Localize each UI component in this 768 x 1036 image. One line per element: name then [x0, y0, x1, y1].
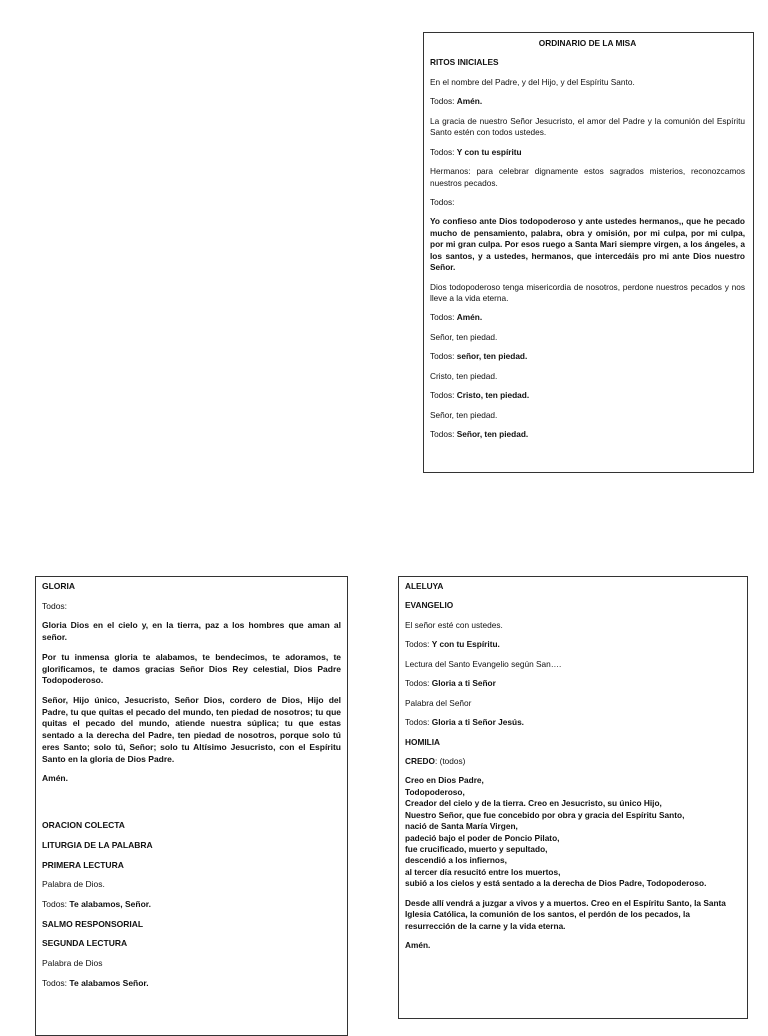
- response-gloria-jesus: [405, 717, 739, 728]
- credo-line: Creador del cielo y de la tierra. Creo en Jesucristo, su único Hijo,: [405, 798, 662, 809]
- response-gloria-a-ti: [405, 678, 739, 689]
- palabra-de-dios-2: Palabra de Dios: [42, 958, 103, 969]
- christe-response: [430, 390, 745, 401]
- todos-label: Todos:: [42, 977, 68, 988]
- credo-line: descendió a los infiernos,: [405, 855, 507, 866]
- response-espiritu: [405, 639, 739, 650]
- todos-label: Todos:: [405, 639, 430, 650]
- credo-line: al tercer día resucitó entre los muertos,: [405, 866, 561, 877]
- sign-of-cross-text: En el nombre del Padre, y del Hijo, y del Espíritu Santo.: [430, 76, 635, 87]
- todos-label-line: Todos:: [430, 196, 455, 207]
- ordinario-title: ORDINARIO DE LA MISA: [538, 38, 637, 48]
- gloria-text-2: Por tu inmensa gloria te alabamos, te bendecimos, te adoramos, te glorificamos, te damos gracias Señor Dios Rey celestial, Dios Padre Todopoderoso.: [42, 651, 341, 686]
- gloria-card: [35, 576, 348, 1036]
- confiteor-text: Yo confieso ante Dios todopoderoso y ante ustedes hermanos,, que he pecado mucho de pensamiento, palabra, obra y omisión, por mi culpa, por mi culpa, por mi gran culpa. Por esos ruego a Santa Mari siempre virgen, a los ángeles, a los santos, y a ustedes, hermanos, que intercedáis pro mi ante Dios nuestro Señor.: [430, 216, 745, 273]
- todos-label: Todos:: [405, 717, 430, 728]
- todos-label-line: Todos:: [42, 600, 68, 611]
- response-amen: [430, 96, 745, 107]
- todos-label: Todos:: [430, 351, 455, 362]
- primera-lectura-heading: PRIMERA LECTURA: [42, 859, 124, 870]
- palabra-de-dios-1: Palabra de Dios.: [42, 879, 105, 890]
- spacer: [42, 793, 341, 820]
- response-text: Amén.: [456, 312, 483, 323]
- palabra-del-senor: Palabra del Señor: [405, 697, 472, 708]
- evangelio-heading: EVANGELIO: [405, 600, 454, 611]
- kyrie-2-response: [430, 429, 745, 440]
- credo-note: : (todos): [434, 755, 466, 766]
- todos-label: Todos:: [405, 678, 430, 689]
- salmo-heading: SALMO RESPONSORIAL: [42, 918, 144, 929]
- response-text: Gloria a ti Señor Jesús.: [431, 717, 524, 728]
- todos-label: Todos:: [430, 96, 455, 107]
- ritos-iniciales-heading: RITOS INICIALES: [430, 57, 499, 68]
- credo-end-text: Desde allí vendrá a juzgar a vivos y a muertos. Creo en el Espíritu Santo, la Santa Iglesia Católica, la comunión de los santos, el perdón de los pecados, la resurrección de la carne y la vida eterna.: [405, 897, 726, 931]
- gloria-amen: Amén.: [42, 773, 68, 784]
- kyrie-2: Señor, ten piedad.: [430, 409, 498, 420]
- credo-line: Todopoderoso,: [405, 786, 465, 797]
- penitential-intro-text: Hermanos: para celebrar dignamente estos sagrados misterios, reconozcamos nuestros pecados.: [430, 166, 745, 188]
- response-amen-2: [430, 312, 745, 323]
- gloria-text-1: Gloria Dios en el cielo y, en la tierra, paz a los hombres que aman al señor.: [42, 620, 341, 643]
- credo-line: padeció bajo el poder de Poncio Pilato,: [405, 832, 560, 843]
- response-alabamos-2: [42, 978, 341, 990]
- response-text: Cristo, ten piedad.: [456, 390, 530, 401]
- homilia-heading: HOMILIA: [405, 736, 441, 747]
- response-text: Y con tu Espíritu.: [431, 639, 500, 650]
- todos-label: Todos:: [430, 390, 455, 401]
- segunda-lectura-heading: SEGUNDA LECTURA: [42, 938, 128, 949]
- oracion-colecta-heading: ORACION COLECTA: [42, 820, 125, 831]
- credo-text: [405, 775, 739, 889]
- response-text: Te alabamos Señor.: [69, 977, 149, 988]
- kyrie-1-response: [430, 351, 745, 362]
- aleluya-card: [398, 576, 748, 1019]
- todos-label: Todos:: [430, 146, 455, 157]
- response-text: Amén.: [456, 96, 483, 107]
- credo-line: subió a los cielos y está sentado a la derecha de Dios Padre, Todopoderoso.: [405, 878, 707, 889]
- credo-line: fue crucificado, muerto y sepultado,: [405, 844, 548, 854]
- absolution-text: Dios todopoderoso tenga misericordia de nosotros, perdone nuestros pecados y nos lleve a la vida eterna.: [430, 281, 745, 303]
- response-text: Gloria a ti Señor: [431, 678, 496, 689]
- credo-line: Nuestro Señor, que fue concebido por obra y gracia del Espíritu Santo,: [405, 809, 685, 820]
- response-text: Señor, ten piedad.: [456, 429, 529, 440]
- response-text: Y con tu espíritu: [456, 146, 522, 157]
- credo-line: nació de Santa María Virgen,: [405, 821, 518, 832]
- aleluya-heading: ALELUYA: [405, 581, 444, 591]
- credo-heading: [405, 756, 739, 767]
- greeting-text: La gracia de nuestro Señor Jesucristo, el amor del Padre y la comunión del Espíritu Santo estén con todos ustedes.: [430, 115, 745, 138]
- gloria-text-3: Señor, Hijo único, Jesucristo, Señor Dios, cordero de Dios, Hijo del Padre, tu que quitas el pecado del mundo, ten piedad de nosotros; tu que quitas el pecado del mundo, atiende nuestra súplica; tu que estas sentado a la derecha del Padre, ten piedad de nosotros, porque solo tú eres Santo; solo tú, Señor; solo tu Altísimo Jesucristo, con el Espíritu Santo en la gloria de Dios Padre.: [42, 695, 341, 764]
- gospel-announcement: Lectura del Santo Evangelio según San….: [405, 658, 562, 669]
- credo-line: Creo en Dios Padre,: [405, 775, 484, 786]
- gloria-heading: GLORIA: [42, 581, 76, 591]
- response-text: Te alabamos, Señor.: [69, 898, 151, 909]
- credo-amen: Amén.: [405, 940, 431, 951]
- todos-label: Todos:: [42, 898, 68, 909]
- response-text: señor, ten piedad.: [456, 351, 528, 362]
- liturgia-heading: LITURGIA DE LA PALABRA: [42, 839, 153, 850]
- todos-label: Todos:: [430, 312, 455, 323]
- greeting-text: El señor esté con ustedes.: [405, 619, 503, 630]
- response-alabamos-1: [42, 899, 341, 911]
- credo-label: CREDO: [405, 755, 435, 766]
- kyrie-1: Señor, ten piedad.: [430, 331, 498, 342]
- response-espiritu: [430, 147, 745, 158]
- christe: Cristo, ten piedad.: [430, 370, 498, 381]
- ordinario-card: [423, 32, 754, 473]
- todos-label: Todos:: [430, 429, 455, 440]
